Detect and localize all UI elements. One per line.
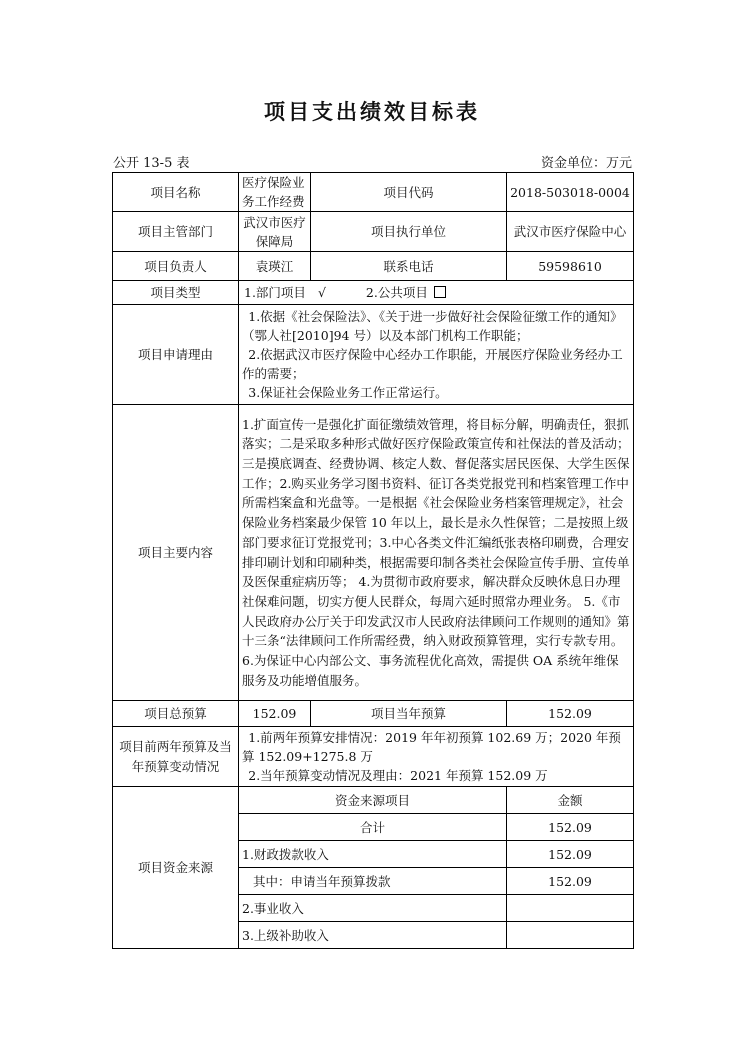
year-budget-label: 项目当年预算: [311, 701, 507, 727]
source-amount: 152.09: [507, 841, 634, 868]
table-id: 公开 13-5 表: [113, 156, 190, 171]
table-row: [113, 252, 634, 281]
phone-value: 59598610: [507, 252, 634, 281]
exec-value: 武汉市医疗保险中心: [507, 212, 634, 252]
phone-label: 联系电话: [311, 252, 507, 281]
checkmark-icon: √: [317, 285, 326, 300]
source-item: 合计: [239, 814, 507, 841]
change-value: [239, 727, 634, 787]
performance-table: [112, 172, 634, 949]
project-code-label: 项目代码: [311, 173, 507, 212]
change-label: 项目前两年预算及当年预算变动情况: [113, 727, 239, 787]
change-item: 2.当年预算变动情况及理由：2021 年预算 152.09 万: [248, 768, 548, 783]
source-item: 其中：申请当年预算拨款: [239, 868, 507, 895]
reason-label: 项目申请理由: [113, 305, 239, 405]
table-row: [113, 281, 634, 305]
source-amount: [507, 922, 634, 949]
source-header-amount: 金额: [507, 787, 634, 814]
table-row: [113, 701, 634, 727]
table-row: [113, 405, 634, 701]
change-item: 1.前两年预算安排情况：2019 年年初预算 102.69 万；2020 年预算 152.09+1275.8 万: [242, 730, 621, 764]
source-amount: 152.09: [507, 868, 634, 895]
table-row: [113, 305, 634, 405]
dept-label: 项目主管部门: [113, 212, 239, 252]
reason-item: 2.依据武汉市医疗保险中心经办工作职能，开展医疗保险业务经办工作的需要；: [242, 347, 623, 381]
source-item: 3.上级补助收入: [239, 922, 507, 949]
checkbox-empty-icon: [434, 286, 446, 298]
type-options: [239, 281, 634, 305]
source-amount: [507, 895, 634, 922]
type-label: 项目类型: [113, 281, 239, 305]
reason-value: [239, 305, 634, 405]
source-item: 1.财政拨款收入: [239, 841, 507, 868]
total-budget-value: 152.09: [239, 701, 311, 727]
table-row: [113, 173, 634, 212]
owner-value: 袁瑛江: [239, 252, 311, 281]
source-header-item: 资金来源项目: [239, 787, 507, 814]
year-budget-value: 152.09: [507, 701, 634, 727]
source-label: 项目资金来源: [113, 787, 239, 949]
project-code-value: 2018-503018-0004: [507, 173, 634, 212]
dept-value: 武汉市医疗保障局: [239, 212, 311, 252]
unit-label: 资金单位：万元: [540, 156, 632, 171]
table-row: [113, 787, 634, 814]
table-row: [113, 212, 634, 252]
content-value: 1.扩面宣传一是强化扩面征缴绩效管理，将目标分解，明确责任，狠抓落实；二是采取多种形式做好医疗保险政策宣传和社保法的普及活动；三是摸底调查、经费协调、核定人数、督促落实居民医保、大学生医保工作；2.购买业务学习图书资料、征订各类党报党刊和档案管理工作中所需档案盒和光盘等。一是根据《社会保险业务档案管理规定》，社会保险业务档案最少保管 10 年以上，最长是永久性保管；二是按照上级部门要求征订党报党刊；3.中心各类文件汇编纸张表格印刷费，合理安排印刷计划和印刷种类，根据需要印制各类社会保险宣传手册、宣传单及医保重症病历等； 4.为贯彻市政府要求，解决群众反映休息日办理社保难问题，切实方便人民群众，每周六延时照常办理业务。 5.《市人民政府办公厅关于印发武汉市人民政府法律顾问工作规则的通知》第十三条“法律顾问工作所需经费，纳入财政预算管理，实行专款专用。6.为保证中心内部公文、事务流程优化高效，需提供 OA 系统年维保服务及功能增值服务。: [239, 405, 634, 701]
source-item: 2.事业收入: [239, 895, 507, 922]
type-option-public: 2.公共项目: [365, 285, 428, 300]
page-title: 项目支出绩效目标表: [264, 99, 480, 124]
reason-item: 3.保证社会保险业务工作正常运行。: [248, 385, 448, 400]
project-name-value: 医疗保险业务工作经费: [239, 173, 311, 212]
source-amount: 152.09: [507, 814, 634, 841]
content-label: 项目主要内容: [113, 405, 239, 701]
total-budget-label: 项目总预算: [113, 701, 239, 727]
reason-item: 1.依据《社会保险法》、《关于进一步做好社会保险征缴工作的通知》（鄂人社[2010]94 号）以及本部门机构工作职能；: [242, 309, 623, 343]
exec-label: 项目执行单位: [311, 212, 507, 252]
owner-label: 项目负责人: [113, 252, 239, 281]
project-name-label: 项目名称: [113, 173, 239, 212]
type-option-dept: 1.部门项目: [244, 285, 306, 300]
table-row: [113, 727, 634, 787]
